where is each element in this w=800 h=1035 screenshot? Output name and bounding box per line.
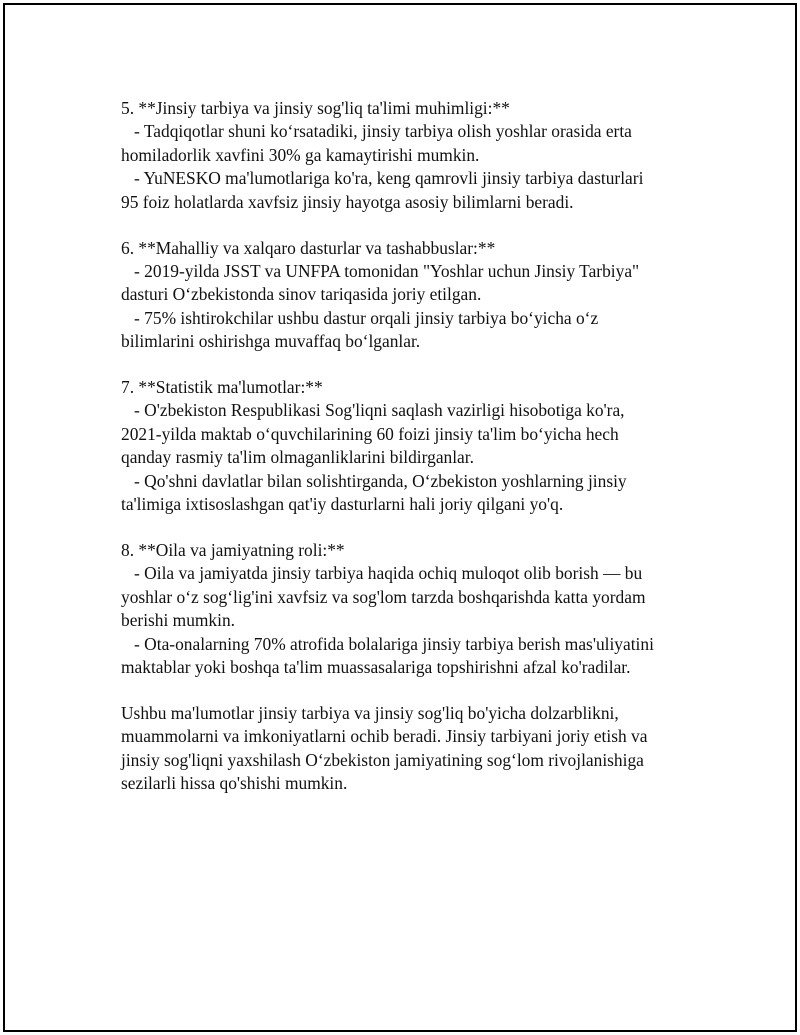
text-line: bilimlarini oshirishga muvaffaq bo‘lganlar.	[121, 331, 421, 352]
text-line: - YuNESKO ma'lumotlariga ko'ra, keng qamrovli jinsiy tarbiya dasturlari	[121, 168, 644, 189]
paragraph-gap	[121, 679, 721, 702]
text-line: - 2019-yilda JSST va UNFPA tomonidan "Yoshlar uchun Jinsiy Tarbiya"	[121, 260, 640, 281]
section-heading: 7. **Statistik ma'lumotlar:**	[121, 377, 323, 398]
text-line: homiladorlik xavfini 30% ga kamaytirishi mumkin.	[121, 144, 480, 165]
text-line: dasturi O‘zbekistonda sinov tariqasida joriy etilgan.	[121, 284, 482, 305]
text-line: maktablar yoki boshqa ta'lim muassasalariga topshirishni afzal ko'radilar.	[121, 656, 631, 677]
text-line: - Ota-onalarning 70% atrofida bolalariga jinsiy tarbiya berish mas'uliyatini	[121, 633, 654, 654]
text-line: - Qo'shni davlatlar bilan solishtirganda, O‘zbekiston yoshlarning jinsiy	[121, 470, 627, 491]
text-line: muammolarni va imkoniyatlarni ochib beradi. Jinsiy tarbiyani joriy etish va	[121, 726, 648, 747]
paragraph-gap	[121, 214, 721, 237]
section-5	[121, 97, 721, 214]
text-line: yoshlar o‘z sog‘lig'ini xavfsiz va sog'lom tarzda boshqarishda katta yordam	[121, 586, 646, 607]
section-6	[121, 237, 721, 354]
section-heading: 8. **Oila va jamiyatning roli:**	[121, 540, 345, 561]
paragraph-gap	[121, 516, 721, 539]
text-line: - 75% ishtirokchilar ushbu dastur orqali jinsiy tarbiya bo‘yicha o‘z	[121, 307, 599, 328]
text-line: sezilarli hissa qo'shishi mumkin.	[121, 773, 348, 794]
document-body	[121, 97, 721, 796]
text-line: ta'limiga ixtisoslashgan qat'iy dasturlarni hali joriy qilgani yo'q.	[121, 494, 564, 515]
section-7	[121, 376, 721, 516]
text-line: jinsiy sog'liqni yaxshilash O‘zbekiston jamiyatining sog‘lom rivojlanishiga	[121, 749, 644, 770]
text-line: - Oila va jamiyatda jinsiy tarbiya haqida ochiq muloqot olib borish — bu	[121, 563, 643, 584]
section-8	[121, 539, 721, 679]
conclusion-paragraph	[121, 702, 721, 796]
paragraph-gap	[121, 354, 721, 377]
text-line: qanday rasmiy ta'lim olmaganliklarini bildirganlar.	[121, 447, 474, 468]
text-line: berishi mumkin.	[121, 610, 235, 631]
section-heading: 5. **Jinsiy tarbiya va jinsiy sog'liq ta'limi muhimligi:**	[121, 98, 510, 118]
text-line: - O'zbekiston Respublikasi Sog'liqni saqlash vazirligi hisobotiga ko'ra,	[121, 400, 625, 421]
document-page	[3, 3, 797, 1032]
text-line: 2021-yilda maktab o‘quvchilarining 60 foizi jinsiy ta'lim bo‘yicha hech	[121, 423, 619, 444]
section-heading: 6. **Mahalliy va xalqaro dasturlar va tashabbuslar:**	[121, 237, 496, 258]
text-line: 95 foiz holatlarda xavfsiz jinsiy hayotga asosiy bilimlarni beradi.	[121, 191, 574, 212]
text-line: - Tadqiqotlar shuni ko‘rsatadiki, jinsiy tarbiya olish yoshlar orasida erta	[121, 121, 632, 142]
text-line: Ushbu ma'lumotlar jinsiy tarbiya va jinsiy sog'liq bo'yicha dolzarblikni,	[121, 702, 619, 723]
